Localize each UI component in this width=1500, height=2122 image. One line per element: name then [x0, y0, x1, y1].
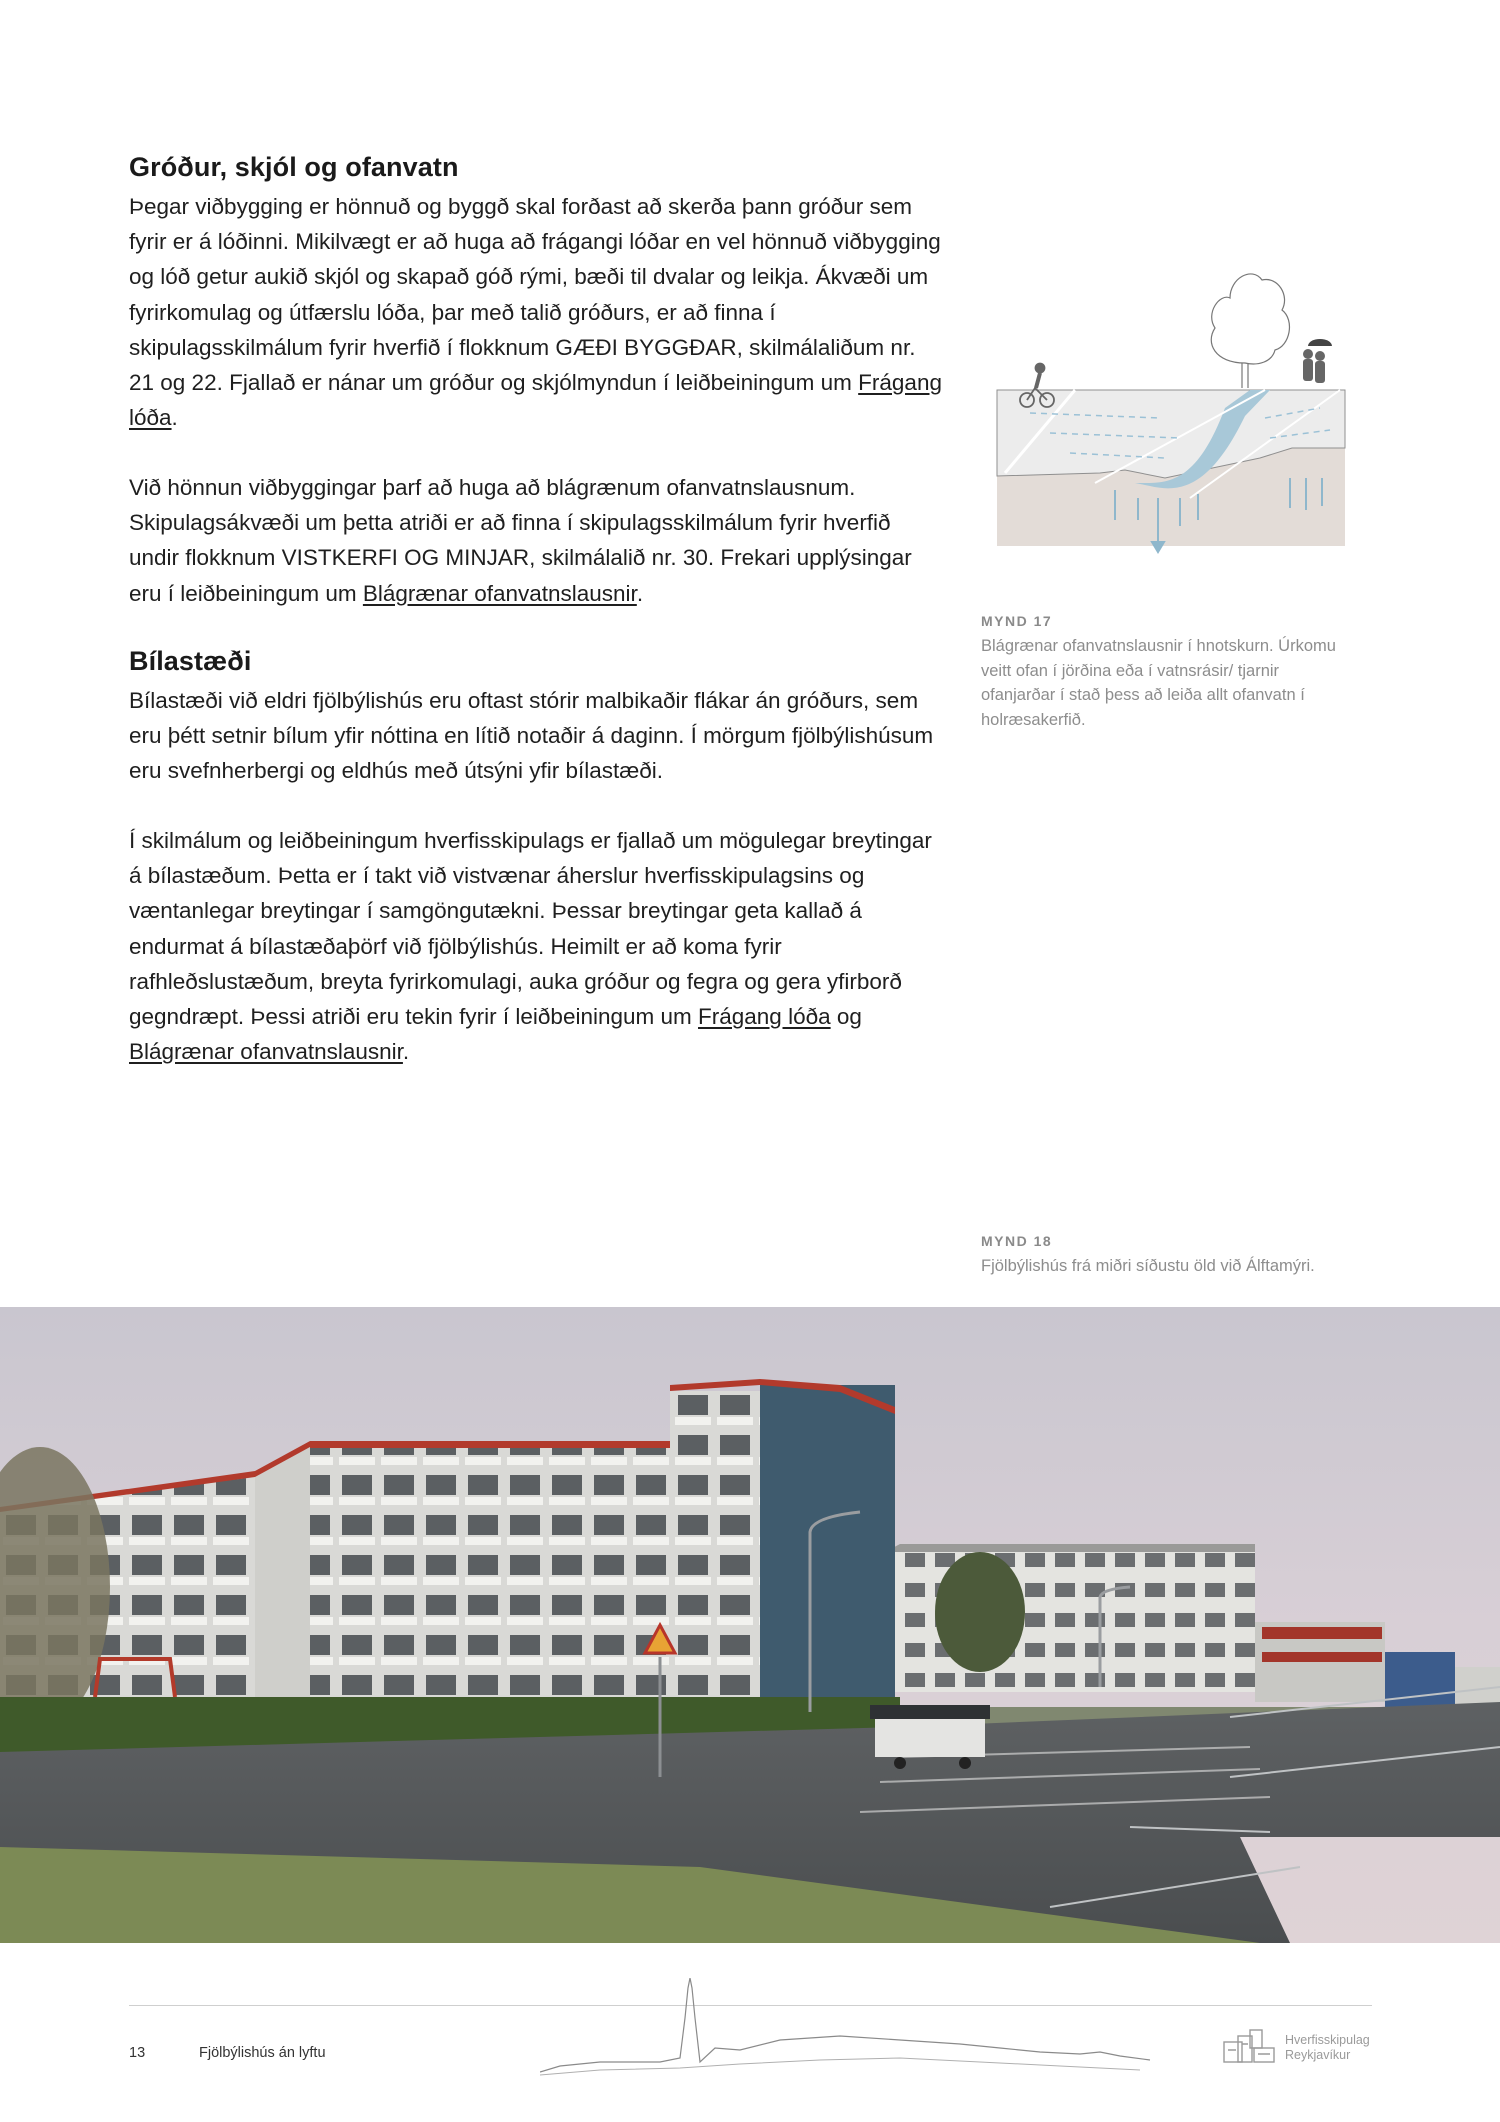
figure18-caption: Fjölbýlishús frá miðri síðustu öld við Álftamýri.	[981, 1257, 1315, 1275]
figure17-label: MYND 17	[981, 613, 1053, 629]
paragraph-bilastaedi-2	[129, 823, 949, 1069]
guideline-link[interactable]: Frágang lóða	[698, 1004, 831, 1030]
paragraph-text: .	[171, 405, 178, 431]
skyline-illustration	[540, 1978, 1160, 2078]
paragraph-grodur-2	[129, 470, 944, 611]
logo-line2: Reykjavíkur	[1285, 2048, 1351, 2062]
figure18-label: MYND 18	[981, 1233, 1053, 1249]
heading-bilastaedi: Bílastæði	[129, 646, 252, 676]
tree-icon	[1211, 274, 1289, 388]
figure18-photo	[0, 1307, 1500, 1943]
guideline-link[interactable]: Blágrænar ofanvatnslausnir	[362, 580, 637, 606]
guideline-link[interactable]: Frágang lóða	[129, 370, 942, 431]
figure17-caption: Blágrænar ofanvatnslausnir í hnotskurn. Úrkomu veitt ofan í jörðina eða í vatnsrásir/ tjarnir ofanjarðar í stað þess að leiða allt ofanvatn í holræsakerfið.	[981, 637, 1336, 729]
paragraph-text: Þegar viðbygging er hönnuð og byggð skal forðast að skerða þann gróður sem fyrir er á lóðinni. Mikilvægt er að huga að frágangi lóðar en vel hönnuð viðbygging og lóð getur aukið skjól og skapað góð rými, bæði til dvalar og leikja. Ákvæði um fyrirkomulag og útfærslu lóða, þar með talið gróðurs, er að finna í skipulagsskilmálum fyrir hverfið í flokknum GÆÐI BYGGÐAR, skilmálaliðum nr. 21 og 22. Fjallað er nánar um gróður og skjólmyndun í leiðbeiningum um	[129, 194, 941, 396]
paragraph-text: og	[830, 1004, 862, 1030]
pedestrians-icon	[1303, 339, 1332, 383]
paragraph-text: .	[636, 580, 644, 606]
paragraph-text: Við hönnun viðbyggingar þarf að huga að blágrænum ofanvatnslausnum. Skipulagsákvæði um þetta atriði er að finna í skipulagsskilmálum fyrir hverfið undir flokknum VISTKERFI OG MINJAR, skilmálalið nr. 30. Frekari upplýsingar eru í leiðbeiningum um	[129, 475, 912, 606]
footer-section-title: Fjölbýlishús án lyftu	[199, 2045, 326, 2061]
logo-line1: Hverfisskipulag	[1285, 2033, 1370, 2047]
logo-text	[1285, 2033, 1370, 2063]
paragraph-text: Í skilmálum og leiðbeiningum hverfisskipulags er fjallað um mögulegar breytingar á bílastæðum. Þetta er í takt við vistvænar áherslur hverfisskipulagsins og væntanlegar breytingar í samgöngutækni. Þessar breytingar geta kallað á endurmat á bílastæðaþörf við fjölbýlishús. Heimilt er að koma fyrir rafhleðslustæðum, breyta fyrirkomulagi, auka gróður og fegra og gera yfirborð gegndræpt. Þessi atriði eru tekin fyrir í leiðbeiningum um	[129, 828, 932, 1030]
paragraph-bilastaedi-1	[129, 683, 944, 789]
figure17-illustration	[990, 258, 1360, 558]
guideline-link[interactable]: Blágrænar ofanvatnslausnir	[129, 1039, 403, 1065]
paragraph-text: .	[402, 1039, 410, 1065]
paragraph-text: Bílastæði við eldri fjölbýlishús eru oftast stórir malbikaðir flákar án gróðurs, sem eru þétt setnir bílum yfir nóttina en lítið notaðir á daginn. Í mörgum fjölbýlishúsum eru svefnherbergi og eldhús með útsýni yfir bílastæði.	[129, 688, 934, 784]
heading-grodur: Gróður, skjól og ofanvatn	[129, 152, 459, 182]
page-number: 13	[129, 2045, 146, 2061]
paragraph-grodur-1	[129, 189, 944, 435]
hverfisskipulag-logo-icon	[1220, 2028, 1280, 2072]
